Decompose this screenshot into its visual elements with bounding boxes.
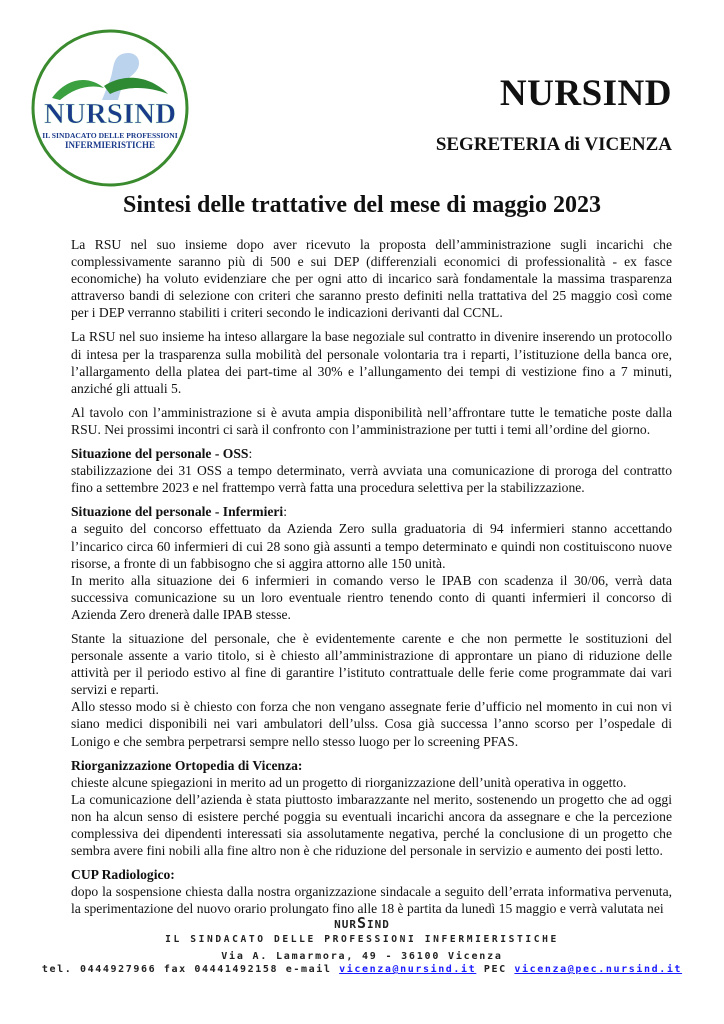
- section-cup-text: dopo la sospensione chiesta dalla nostra organizzazione sindacale a seguito dell’errata informativa pervenuta, la sperimentazione del nuovo orario prolungato fino alle 18 è partita da lunedì 15 maggio e verrà valutata nei: [71, 884, 672, 917]
- oss-heading-text: Situazione del personale - OSS: [71, 446, 249, 462]
- logo-line1: IL SINDACATO DELLE PROFESSIONI: [42, 131, 178, 140]
- section-infermieri-heading: [71, 504, 283, 519]
- section-oss-text: stabilizzazione dei 31 OSS a tempo determinato, verrà avviata una comunicazione di proroga del contratto fino a settembre 2023 e nel frattempo verrà fatta una procedura selettiva per la stabilizzazione.: [71, 463, 672, 496]
- page-footer: [0, 914, 724, 975]
- section-infermieri-text-1: a seguito del concorso effettuato da Azienda Zero sulla graduatoria di 94 infermieri stanno accettando l’incarico circa 60 infermieri di cui 28 sono già assunti a tempo determinato e quindi non costituiscono nuove risorse, a fronte di un fabbisogno che si aggira attorno alle 150 unità.: [71, 521, 672, 571]
- section-oss: [71, 445, 672, 496]
- footer-brand-c: IND: [367, 918, 390, 931]
- paragraph-3: Al tavolo con l’amministrazione si è avuta ampia disponibilità nell’affrontare tutte le tematiche poste dalla RSU. Nei prossimi incontri ci sarà il confronto con l’amministrazione per tutti i temi all’ordine del giorno.: [71, 404, 672, 437]
- section-ortopedia-heading: Riorganizzazione Ortopedia di Vicenza:: [71, 757, 303, 773]
- paragraph-1: La RSU nel suo insieme dopo aver ricevuto la proposta dell’amministrazione sugli incarichi che complessivamente saranno più di 500 e sui DEP (differenziali economici di professionalità - ex fasce economiche) ha voluto evidenziare che per ogni atto di incarico sarà fondamentale la massima trasparenza attraverso bandi di selezione con criteri che saranno presto definiti nella trattativa del 25 maggio così come per i DEP verranno stabiliti i criteri secondo le indicazioni derivanti dal CCNL.: [71, 237, 672, 321]
- document-title: Sintesi delle trattative del mese di maggio 2023: [123, 192, 601, 218]
- section-ortopedia-text-2: La comunicazione dell’azienda è stata piuttosto imbarazzante nel merito, sostenendo un progetto che ad oggi non ha alcun senso di esistere perché poggia su eventuali incarichi ancora da assegnare e che la percezione complessiva dei dipendenti interessati sia assolutamente negativa, perché la conclusione di un progetto che sembra avere fini nobili alla fine altro non è che riduzione del personale in servizio e aumento dei posti letto.: [71, 791, 672, 859]
- nursind-logo: [30, 28, 190, 188]
- paragraph-2: La RSU nel suo insieme ha inteso allargare la base negoziale sul contratto in divenire inserendo un protocollo di intesa per la trasparenza sulla mobilità del personale volontaria tra i reparti, l’istituzione della banca ore, l’allargamento della platea dei part-time al 30% e l’allungamento dei tempi di vestizione fino a 7 minuti, anziché gli attuali 5.: [71, 329, 672, 396]
- section-infermieri-text-2: In merito alla situazione dei 6 infermieri in comando verso le IPAB con scadenza il 30/06, verrà data successiva comunicazione su un loro eventuale rientro tenendo conto di quanti infermieri il concorso di Azienda Zero drenerà dalle IPAB stesse.: [71, 572, 672, 622]
- document-body: [71, 236, 672, 924]
- paragraph-stante-1: Stante la situazione del personale, che è evidentemente carente e che non permette le sostituzioni del personale assente a vario titolo, si è chiesto all’amministrazione di approntare un piano di riduzione delle attività per il periodo estivo al fine di garantire l’istituto contrattuale delle ferie come programmate dai vari servizi e reparti.: [71, 630, 672, 698]
- footer-address: Via A. Lamarmora, 49 - 36100 Vicenza: [221, 951, 503, 962]
- infermieri-heading-text: Situazione del personale - Infermieri: [71, 504, 284, 520]
- footer-brand-a: NUR: [334, 918, 357, 931]
- logo-line2: INFERMIERISTICHE: [64, 140, 156, 150]
- organization-subtitle: SEGRETERIA di VICENZA: [435, 134, 672, 155]
- section-oss-heading: [71, 446, 249, 461]
- footer-tel: tel. 0444927966 fax 04441492158 e-mail: [41, 964, 340, 975]
- footer-pec-label: PEC: [476, 964, 515, 975]
- organization-name: NURSIND: [499, 73, 672, 114]
- footer-tagline: IL SINDACATO DELLE PROFESSIONI INFERMIERISTICHE: [165, 934, 559, 945]
- logo-main-text: NURSIND: [43, 98, 177, 130]
- paragraph-stante: [71, 630, 672, 750]
- section-cup: [71, 866, 672, 917]
- footer-email-link[interactable]: vicenza@nursind.it: [339, 964, 477, 975]
- section-ortopedia-text-1: chieste alcune spiegazioni in merito ad un progetto di riorganizzazione dell’unità operativa in oggetto.: [71, 774, 627, 790]
- section-ortopedia: [71, 757, 672, 860]
- paragraph-stante-2: Allo stesso modo si è chiesto con forza che non vengano assegnate ferie d’ufficio nel momento in cui non vi siano medici disponibili nei vari ambulatori dell’ulss. Cosa già successa l’anno scorso per l’ospedale di Lonigo e che sembra perpetrarsi sempre nello stesso luogo per lo screening PFAS.: [71, 699, 672, 749]
- oss-colon: :: [248, 446, 253, 462]
- section-cup-heading: CUP Radiologico:: [71, 867, 175, 883]
- footer-pec-link[interactable]: vicenza@pec.nursind.it: [514, 964, 683, 975]
- footer-brand: [0, 914, 724, 932]
- infermieri-colon: :: [283, 504, 287, 520]
- footer-brand-b: S: [356, 914, 368, 932]
- section-infermieri: [71, 503, 672, 623]
- footer-contacts: [0, 964, 724, 975]
